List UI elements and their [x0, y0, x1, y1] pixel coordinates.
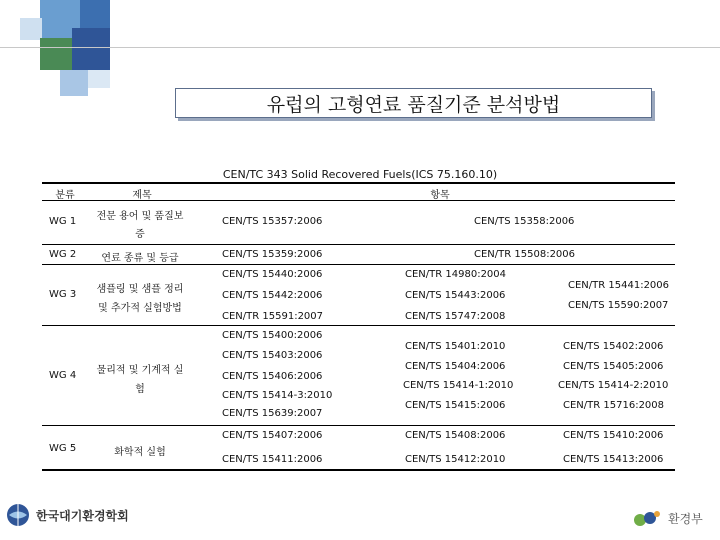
table-top-rule [42, 182, 675, 184]
table-cell: CEN/TR 15716:2008 [563, 400, 665, 411]
row-subject: 샘플링 및 샘플 정리 [96, 284, 184, 295]
table-cell: CEN/TS 15405:2006 [563, 361, 664, 372]
table-cell: CEN/TS 15590:2007 [568, 300, 669, 311]
table-cell: CEN/TS 15414-1:2010 [403, 380, 514, 391]
table-cell: CEN/TS 15406:2006 [222, 371, 323, 382]
row-subject: 화학적 실험 [114, 447, 166, 458]
table-cell: CEN/TS 15408:2006 [405, 430, 506, 441]
row-subject: 연료 종류 및 등급 [101, 253, 179, 264]
globe-icon [6, 503, 30, 527]
decorative-square [20, 18, 42, 40]
table-cell: CEN/TS 15410:2006 [563, 430, 664, 441]
table-cell: CEN/TS 15443:2006 [405, 290, 506, 301]
row-subject: 물리적 및 기계적 실 [96, 365, 184, 376]
table-cell: CEN/TS 15442:2006 [222, 290, 323, 301]
row-divider [42, 264, 675, 265]
row-subject: 험 [135, 384, 145, 395]
table-cell: CEN/TS 15400:2006 [222, 330, 323, 341]
header-divider [0, 47, 720, 48]
table-cell: CEN/TS 15747:2008 [405, 311, 506, 322]
row-divider [42, 325, 675, 326]
ministry-name: 환경부 [668, 511, 703, 526]
table-cell: CEN/TS 15413:2006 [563, 454, 664, 465]
row-subject: 및 추가적 실험방법 [98, 303, 182, 314]
table-cell: CEN/TS 15414-3:2010 [222, 390, 333, 401]
header-items: 항목 [430, 190, 450, 201]
table-cell: CEN/TS 15412:2010 [405, 454, 506, 465]
table-cell: CEN/TS 15402:2006 [563, 341, 664, 352]
table-cell: CEN/TS 15440:2006 [222, 269, 323, 280]
table-cell: CEN/TS 15401:2010 [405, 341, 506, 352]
table-cell: CEN/TS 15639:2007 [222, 408, 323, 419]
row-group: WG 1 [49, 216, 77, 227]
table-cell: CEN/TS 15358:2006 [474, 216, 575, 227]
table-cell: CEN/TS 15415:2006 [405, 400, 506, 411]
table-cell: CEN/TR 15508:2006 [474, 249, 576, 260]
decorative-square [72, 28, 110, 70]
row-divider [42, 244, 675, 245]
table-cell: CEN/TS 15403:2006 [222, 350, 323, 361]
table-caption: CEN/TC 343 Solid Recovered Fuels(ICS 75.160.10) [222, 168, 498, 181]
header-subject: 제목 [132, 190, 152, 201]
row-group: WG 4 [49, 370, 77, 381]
row-group: WG 5 [49, 443, 77, 454]
society-name: 한국대기환경학회 [36, 508, 129, 523]
table-cell: CEN/TR 14980:2004 [405, 269, 507, 280]
table-cell: CEN/TS 15407:2006 [222, 430, 323, 441]
table-cell: CEN/TS 15411:2006 [222, 454, 323, 465]
table-cell: CEN/TR 15591:2007 [222, 311, 324, 322]
table-cell: CEN/TS 15359:2006 [222, 249, 323, 260]
page-title: 유럽의 고형연료 품질기준 분석방법 [175, 88, 652, 118]
row-group: WG 3 [49, 289, 77, 300]
row-group: WG 2 [49, 249, 77, 260]
header-category: 분류 [55, 190, 75, 201]
table-cell: CEN/TS 15404:2006 [405, 361, 506, 372]
row-subject: 전문 용어 및 품질보 [96, 211, 184, 222]
ministry-logo [632, 508, 703, 528]
decorative-square [40, 38, 72, 70]
row-subject: 증 [135, 229, 145, 240]
table-cell: CEN/TS 15414-2:2010 [558, 380, 669, 391]
table-cell: CEN/TS 15357:2006 [222, 216, 323, 227]
decorative-square [80, 0, 110, 28]
society-logo [6, 503, 129, 527]
decorative-square [88, 70, 110, 88]
ministry-emblem-icon [632, 508, 662, 528]
decorative-square [60, 70, 88, 96]
table-cell: CEN/TR 15441:2006 [568, 280, 670, 291]
row-divider [42, 425, 675, 426]
table-bottom-rule [42, 469, 675, 471]
